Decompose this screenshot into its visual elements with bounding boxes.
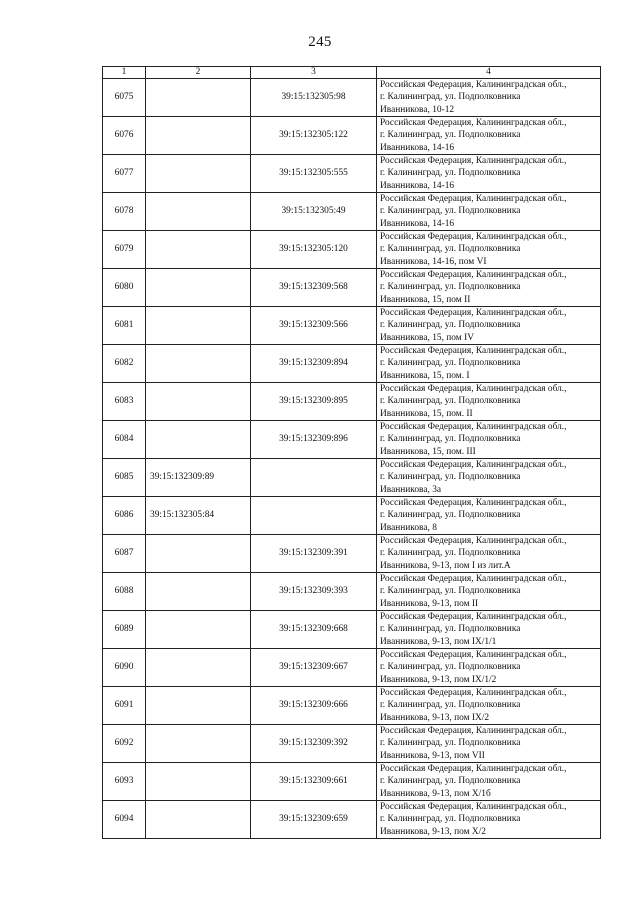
- address-line: Иванникова, 9-13, пом IX/1/1: [380, 636, 497, 647]
- address-line: г. Калининград, ул. Подполковника: [380, 358, 521, 369]
- address-line: Российская Федерация, Калининградская обл.,: [380, 536, 567, 546]
- address-line: Российская Федерация, Калининградская обл.,: [380, 118, 567, 128]
- address-cell: [377, 573, 601, 611]
- table-row: [103, 687, 601, 725]
- land-cadastral-number-cell: [146, 421, 251, 459]
- address-line: Российская Федерация, Калининградская обл.,: [380, 650, 567, 660]
- table-row: [103, 345, 601, 383]
- address-line: Иванникова, 9-13, пом I из лит.А: [380, 560, 511, 571]
- row-number-cell: 6091: [103, 687, 146, 725]
- object-cadastral-number-cell: 39:15:132309:896: [251, 421, 377, 459]
- table-row: [103, 155, 601, 193]
- table-row: [103, 763, 601, 801]
- row-number-cell: 6079: [103, 231, 146, 269]
- row-number-cell: 6085: [103, 459, 146, 497]
- address-cell: [377, 611, 601, 649]
- address-cell: [377, 231, 601, 269]
- object-cadastral-number-cell: 39:15:132309:659: [251, 801, 377, 839]
- table-body: [103, 79, 601, 839]
- address-line: Российская Федерация, Калининградская обл.,: [380, 726, 567, 736]
- address-cell: [377, 497, 601, 535]
- object-cadastral-number-cell: [251, 459, 377, 497]
- object-cadastral-number-cell: 39:15:132309:667: [251, 649, 377, 687]
- column-header-1: 1: [103, 67, 146, 79]
- address-cell: [377, 687, 601, 725]
- land-cadastral-number-cell: [146, 535, 251, 573]
- address-line: Иванникова, 9-13, пом X/2: [380, 826, 486, 837]
- row-number-cell: 6076: [103, 117, 146, 155]
- row-number-cell: 6083: [103, 383, 146, 421]
- address-line: г. Калининград, ул. Подполковника: [380, 92, 521, 103]
- row-number-cell: 6082: [103, 345, 146, 383]
- address-cell: [377, 155, 601, 193]
- address-cell: [377, 345, 601, 383]
- column-header-2: 2: [146, 67, 251, 79]
- address-line: Российская Федерация, Калининградская обл.,: [380, 80, 567, 90]
- land-cadastral-number-cell: [146, 763, 251, 801]
- address-line: г. Калининград, ул. Подполковника: [380, 472, 521, 483]
- address-line: г. Калининград, ул. Подполковника: [380, 700, 521, 711]
- object-cadastral-number-cell: 39:15:132305:122: [251, 117, 377, 155]
- address-line: г. Калининград, ул. Подполковника: [380, 814, 521, 825]
- address-cell: [377, 535, 601, 573]
- table-row: [103, 573, 601, 611]
- column-header-3: 3: [251, 67, 377, 79]
- object-cadastral-number-cell: 39:15:132309:666: [251, 687, 377, 725]
- land-cadastral-number-cell: [146, 231, 251, 269]
- object-cadastral-number-cell: 39:15:132305:98: [251, 79, 377, 117]
- address-line: г. Калининград, ул. Подполковника: [380, 624, 521, 635]
- address-line: Иванникова, 3а: [380, 484, 442, 495]
- land-cadastral-number-cell: [146, 269, 251, 307]
- table-row: [103, 801, 601, 839]
- table-row: [103, 307, 601, 345]
- address-line: Российская Федерация, Калининградская обл.,: [380, 612, 567, 622]
- row-number-cell: 6089: [103, 611, 146, 649]
- address-line: Иванникова, 14-16, пом VI: [380, 256, 487, 267]
- address-line: Российская Федерация, Калининградская обл.,: [380, 688, 567, 698]
- object-cadastral-number-cell: 39:15:132305:49: [251, 193, 377, 231]
- land-cadastral-number-cell: [146, 345, 251, 383]
- address-line: г. Калининград, ул. Подполковника: [380, 282, 521, 293]
- address-cell: [377, 383, 601, 421]
- land-cadastral-number-cell: [146, 687, 251, 725]
- address-line: Иванникова, 9-13, пом VII: [380, 750, 485, 761]
- table-row: [103, 649, 601, 687]
- address-cell: [377, 763, 601, 801]
- address-cell: [377, 649, 601, 687]
- address-line: г. Калининград, ул. Подполковника: [380, 244, 521, 255]
- object-cadastral-number-cell: 39:15:132309:568: [251, 269, 377, 307]
- land-cadastral-number-cell: [146, 307, 251, 345]
- row-number-cell: 6077: [103, 155, 146, 193]
- row-number-cell: 6075: [103, 79, 146, 117]
- address-line: г. Калининград, ул. Подполковника: [380, 396, 521, 407]
- land-cadastral-number-cell: [146, 611, 251, 649]
- address-line: Российская Федерация, Калининградская обл.,: [380, 802, 567, 812]
- address-line: Иванникова, 9-13, пом IX/2: [380, 712, 490, 723]
- object-cadastral-number-cell: 39:15:132309:393: [251, 573, 377, 611]
- row-number-cell: 6088: [103, 573, 146, 611]
- table-row: [103, 383, 601, 421]
- land-cadastral-number-cell: [146, 155, 251, 193]
- row-number-cell: 6081: [103, 307, 146, 345]
- address-line: Российская Федерация, Калининградская обл.,: [380, 460, 567, 470]
- land-cadastral-number-cell: [146, 117, 251, 155]
- object-cadastral-number-cell: 39:15:132309:392: [251, 725, 377, 763]
- address-line: Российская Федерация, Калининградская обл.,: [380, 346, 567, 356]
- address-line: Российская Федерация, Калининградская обл.,: [380, 270, 567, 280]
- address-cell: [377, 421, 601, 459]
- row-number-cell: 6094: [103, 801, 146, 839]
- object-cadastral-number-cell: 39:15:132309:668: [251, 611, 377, 649]
- address-line: г. Калининград, ул. Подполковника: [380, 662, 521, 673]
- address-line: г. Калининград, ул. Подполковника: [380, 168, 521, 179]
- address-line: Иванникова, 9-13, пом X/1б: [380, 788, 491, 799]
- row-number-cell: 6078: [103, 193, 146, 231]
- table-row: [103, 497, 601, 535]
- table-row: [103, 611, 601, 649]
- table-row: [103, 117, 601, 155]
- table-row: [103, 535, 601, 573]
- address-cell: [377, 801, 601, 839]
- address-cell: [377, 79, 601, 117]
- address-line: Российская Федерация, Калининградская обл.,: [380, 308, 567, 318]
- address-line: г. Калининград, ул. Подполковника: [380, 548, 521, 559]
- address-line: г. Калининград, ул. Подполковника: [380, 434, 521, 445]
- row-number-cell: 6084: [103, 421, 146, 459]
- header-row: [103, 67, 601, 79]
- object-cadastral-number-cell: 39:15:132305:555: [251, 155, 377, 193]
- row-number-cell: 6086: [103, 497, 146, 535]
- land-cadastral-number-cell: 39:15:132309:89: [146, 459, 251, 497]
- land-cadastral-number-cell: [146, 383, 251, 421]
- row-number-cell: 6090: [103, 649, 146, 687]
- table-row: [103, 231, 601, 269]
- table-row: [103, 725, 601, 763]
- address-line: Иванникова, 15, пом. I: [380, 370, 470, 381]
- address-cell: [377, 307, 601, 345]
- address-line: г. Калининград, ул. Подполковника: [380, 738, 521, 749]
- address-cell: [377, 193, 601, 231]
- address-line: Российская Федерация, Калининградская обл.,: [380, 194, 567, 204]
- table-row: [103, 193, 601, 231]
- address-line: Российская Федерация, Калининградская обл.,: [380, 574, 567, 584]
- object-cadastral-number-cell: [251, 497, 377, 535]
- property-registry-table: [102, 66, 601, 839]
- address-line: Иванникова, 15, пом II: [380, 294, 471, 305]
- address-line: г. Калининград, ул. Подполковника: [380, 130, 521, 141]
- column-header-4: 4: [377, 67, 601, 79]
- address-line: Иванникова, 9-13, пом IX/1/2: [380, 674, 497, 685]
- land-cadastral-number-cell: [146, 79, 251, 117]
- object-cadastral-number-cell: 39:15:132305:120: [251, 231, 377, 269]
- object-cadastral-number-cell: 39:15:132309:566: [251, 307, 377, 345]
- address-line: Иванникова, 15, пом IV: [380, 332, 474, 343]
- address-line: Иванникова, 8: [380, 522, 437, 533]
- land-cadastral-number-cell: [146, 801, 251, 839]
- address-line: г. Калининград, ул. Подполковника: [380, 510, 521, 521]
- address-line: г. Калининград, ул. Подполковника: [380, 776, 521, 787]
- address-line: Иванникова, 14-16: [380, 180, 455, 191]
- land-cadastral-number-cell: [146, 725, 251, 763]
- table-row: [103, 269, 601, 307]
- address-line: г. Калининград, ул. Подполковника: [380, 320, 521, 331]
- row-number-cell: 6092: [103, 725, 146, 763]
- address-line: г. Калининград, ул. Подполковника: [380, 206, 521, 217]
- row-number-cell: 6093: [103, 763, 146, 801]
- land-cadastral-number-cell: [146, 573, 251, 611]
- address-line: Российская Федерация, Калининградская обл.,: [380, 764, 567, 774]
- address-cell: [377, 269, 601, 307]
- table-row: [103, 459, 601, 497]
- address-line: г. Калининград, ул. Подполковника: [380, 586, 521, 597]
- table-header: [103, 67, 601, 79]
- table-row: [103, 421, 601, 459]
- address-line: Иванникова, 15, пом. II: [380, 408, 473, 419]
- address-line: Российская Федерация, Калининградская обл.,: [380, 384, 567, 394]
- object-cadastral-number-cell: 39:15:132309:894: [251, 345, 377, 383]
- address-line: Иванникова, 10-12: [380, 104, 455, 115]
- address-line: Иванникова, 9-13, пом II: [380, 598, 479, 609]
- land-cadastral-number-cell: [146, 649, 251, 687]
- table-row: [103, 79, 601, 117]
- address-line: Российская Федерация, Калининградская обл.,: [380, 498, 567, 508]
- object-cadastral-number-cell: 39:15:132309:661: [251, 763, 377, 801]
- object-cadastral-number-cell: 39:15:132309:895: [251, 383, 377, 421]
- row-number-cell: 6080: [103, 269, 146, 307]
- address-cell: [377, 725, 601, 763]
- address-cell: [377, 117, 601, 155]
- address-line: Российская Федерация, Калининградская обл.,: [380, 422, 567, 432]
- land-cadastral-number-cell: [146, 193, 251, 231]
- address-cell: [377, 459, 601, 497]
- address-line: Российская Федерация, Калининградская обл.,: [380, 232, 567, 242]
- address-line: Российская Федерация, Калининградская обл.,: [380, 156, 567, 166]
- address-line: Иванникова, 15, пом. III: [380, 446, 476, 457]
- address-line: Иванникова, 14-16: [380, 142, 455, 153]
- land-cadastral-number-cell: 39:15:132305:84: [146, 497, 251, 535]
- address-line: Иванникова, 14-16: [380, 218, 455, 229]
- object-cadastral-number-cell: 39:15:132309:391: [251, 535, 377, 573]
- row-number-cell: 6087: [103, 535, 146, 573]
- page-number: 245: [308, 34, 332, 50]
